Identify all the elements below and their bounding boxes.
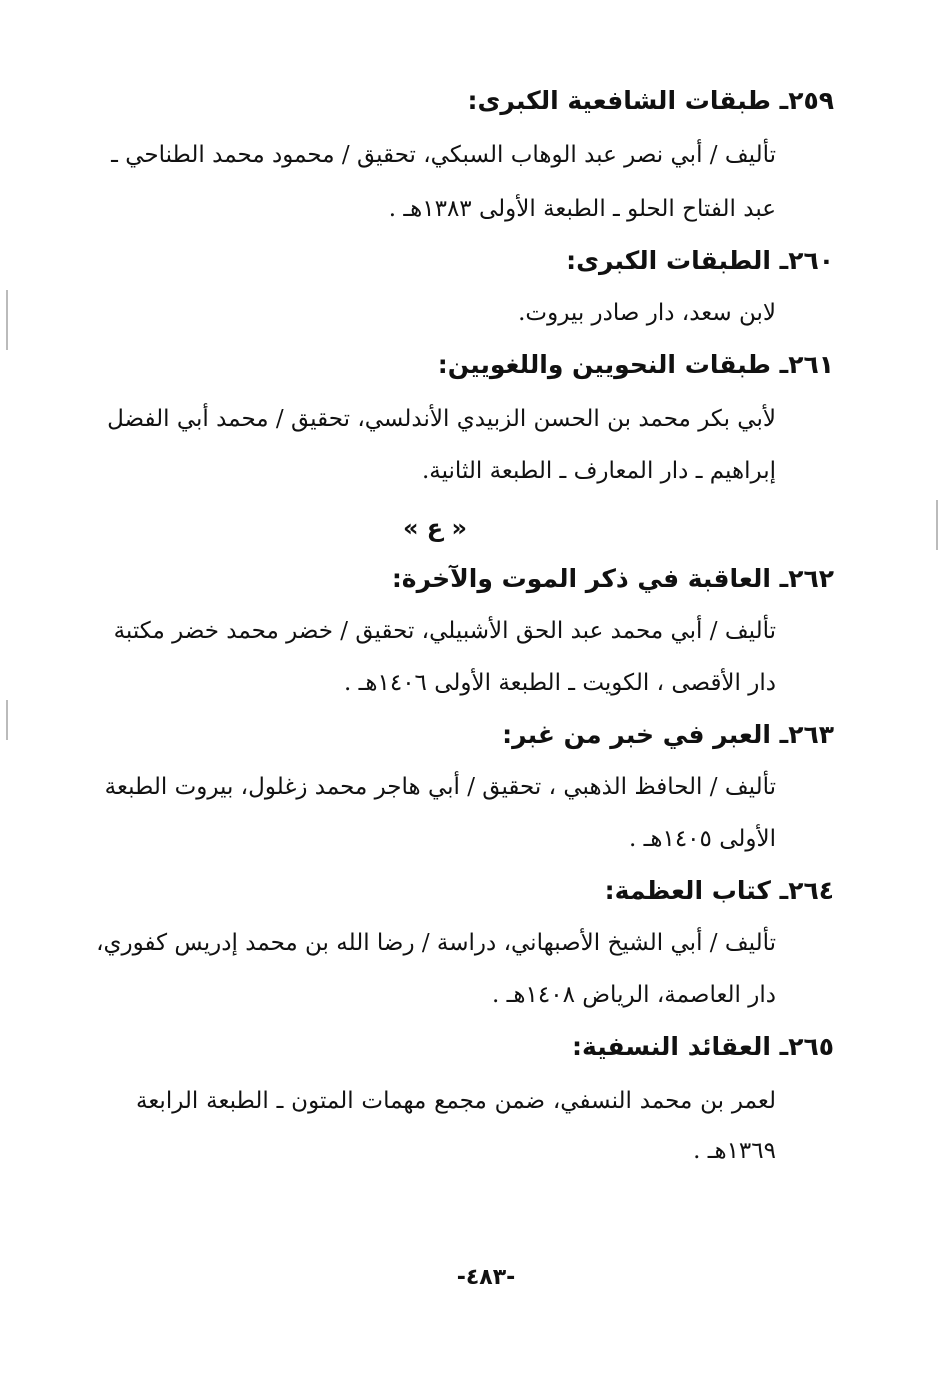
entry-263-line-2: الأولى ١٤٠٥هـ . (628, 826, 776, 852)
scan-edge-mark (936, 500, 938, 550)
entry-262-heading: ٢٦٢ـ العاقبة في ذكر الموت والآخرة: (391, 564, 834, 593)
entry-265-line-1: لعمر بن محمد النسفي، ضمن مجمع مهمات المتون ـ الطبعة الرابعة (136, 1088, 776, 1114)
entry-261-line-2: إبراهيم ـ دار المعارف ـ الطبعة الثانية. (421, 458, 776, 484)
entry-260-heading: ٢٦٠ـ الطبقات الكبرى: (566, 246, 834, 275)
scan-edge-mark (6, 700, 8, 740)
entry-265-line-2: ١٣٦٩هـ . (693, 1138, 776, 1164)
entry-262-line-1: تأليف / أبي محمد عبد الحق الأشبيلي، تحقيق / خضر محمد خضر مكتبة (113, 618, 776, 644)
entry-263-heading: ٢٦٣ـ العبر في خبر من غبر: (502, 720, 834, 749)
section-letter-ain: « ع » (402, 514, 468, 542)
entry-259-heading: ٢٥٩ـ طبقات الشافعية الكبرى: (467, 86, 834, 115)
entry-262-line-2: دار الأقصى ، الكويت ـ الطبعة الأولى ١٤٠٦هـ . (343, 670, 776, 696)
entry-261-line-1: لأبي بكر محمد بن الحسن الزبيدي الأندلسي، تحقيق / محمد أبي الفضل (107, 406, 776, 432)
entry-264-line-2: دار العاصمة، الرياض ١٤٠٨هـ . (492, 982, 776, 1008)
entry-261-heading: ٢٦١ـ طبقات النحويين واللغويين: (437, 350, 834, 379)
entry-265-heading: ٢٦٥ـ العقائد النسفية: (572, 1032, 834, 1061)
scan-edge-mark (6, 290, 8, 350)
entry-263-line-1: تأليف / الحافظ الذهبي ، تحقيق / أبي هاجر محمد زغلول، بيروت الطبعة (104, 774, 776, 800)
entry-259-line-2: عبد الفتاح الحلو ـ الطبعة الأولى ١٣٨٣هـ . (388, 196, 776, 222)
entry-259-line-1: تأليف / أبي نصر عبد الوهاب السبكي، تحقيق / محمود محمد الطناحي ـ (111, 142, 776, 168)
entry-264-line-1: تأليف / أبي الشيخ الأصبهاني، دراسة / رضا الله بن محمد إدريس كفوري، (96, 930, 776, 956)
entry-260-line-1: لابن سعد، دار صادر بيروت. (518, 300, 776, 326)
entry-264-heading: ٢٦٤ـ كتاب العظمة: (604, 876, 834, 905)
page-number: -٤٨٣- (456, 1265, 516, 1290)
